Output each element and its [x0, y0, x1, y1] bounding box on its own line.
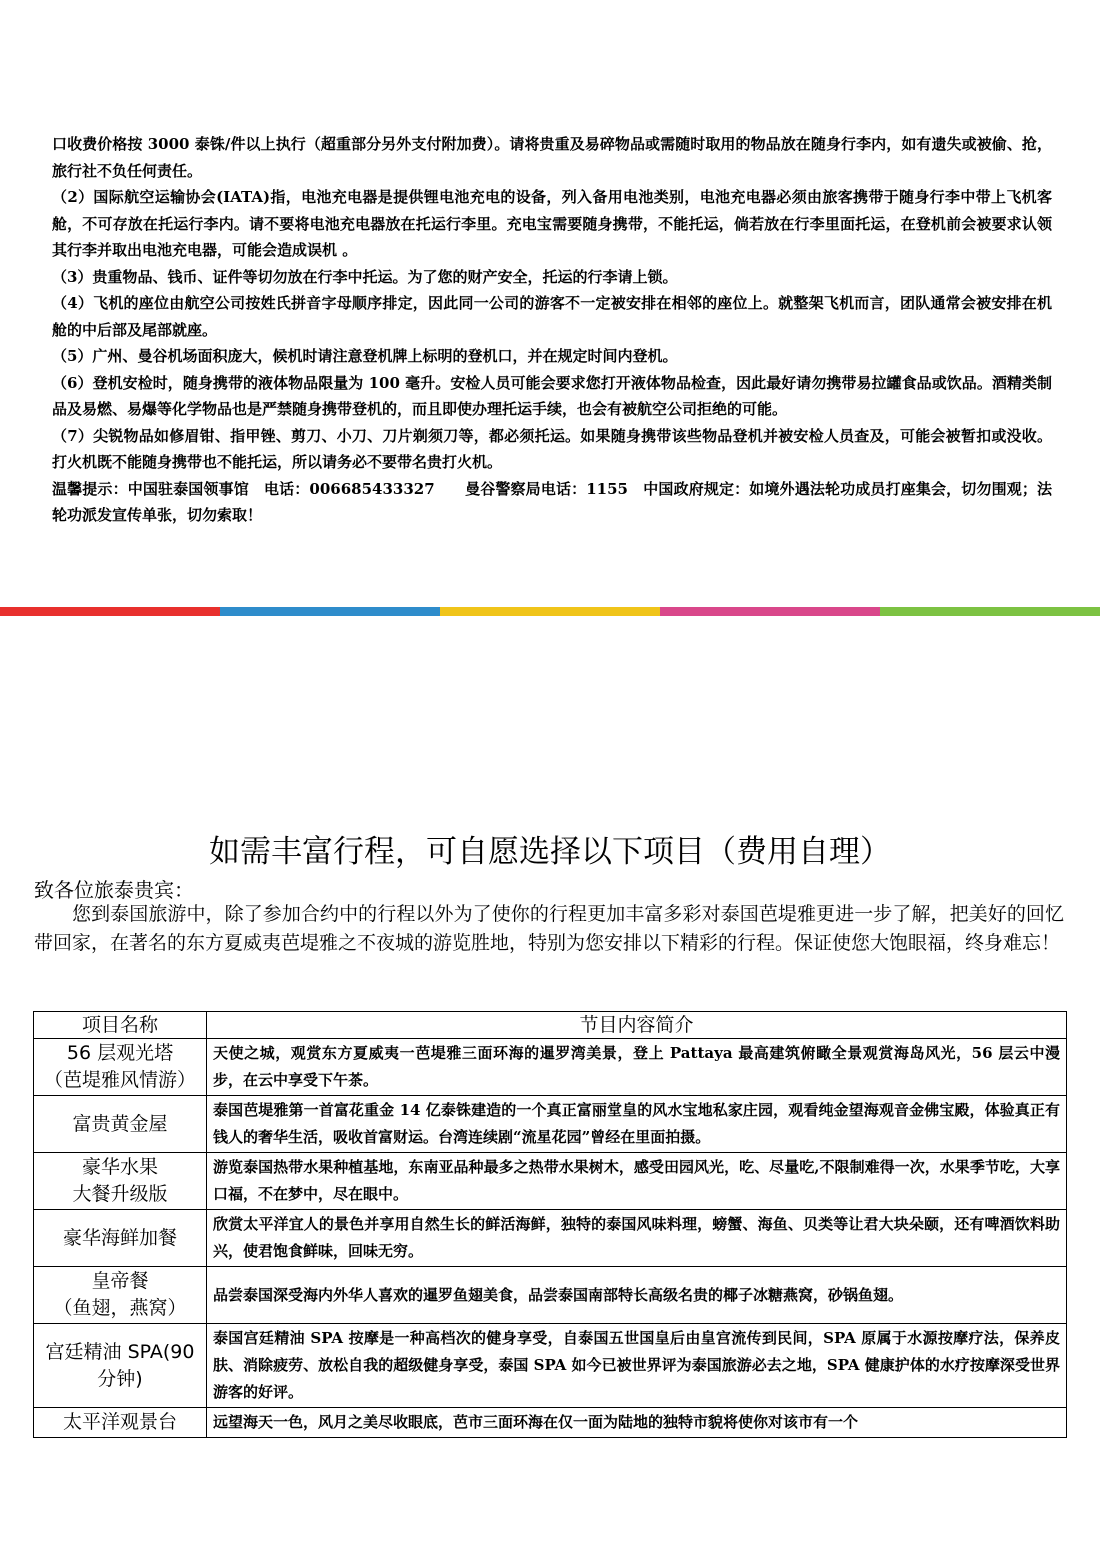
- item-name: 皇帝餐 （鱼翅，燕窝）: [34, 1267, 207, 1324]
- note-paragraph: （2）国际航空运输协会(IATA)指，电池充电器是提供锂电池充电的设备，列入备用电池类别，电池充电器必须由旅客携带于随身行李中带上飞机客舱，不可存放在托运行李内。请不要将电池充电器放在托运行李里。充电宝需要随身携带，不能托运，倘若放在行李里面托运，在登机前会被要求认领其行李并取出电池充电器，可能会造成误机 。: [52, 188, 1052, 259]
- table-row: [34, 1039, 1067, 1096]
- item-description: 泰国芭堤雅第一首富花重金 14 亿泰铢建造的一个真正富丽堂皇的风水宝地私家庄园，观看纯金望海观音金佛宝殿，体验真正有钱人的奢华生活，吸收首富财运。台湾连续剧“流星花园”曾经在里面拍摄。: [207, 1096, 1067, 1153]
- color-segment: [880, 607, 1100, 616]
- note-paragraph: （5）广州、曼谷机场面积庞大，候机时请注意登机牌上标明的登机口，并在规定时间内登机。: [52, 347, 678, 365]
- color-segment: [0, 607, 220, 616]
- note-paragraph: （7）尖锐物品如修眉钳、指甲锉、剪刀、小刀、刀片剃须刀等，都必须托运。如果随身携带该些物品登机并被安检人员查及，可能会被暂扣或没收。打火机既不能随身携带也不能托运，所以请务必不要带名贵打火机。: [52, 426, 1052, 471]
- item-name: 宫廷精油 SPA(90 分钟): [34, 1324, 207, 1408]
- color-divider: [0, 607, 1100, 616]
- table-row: [34, 1096, 1067, 1153]
- item-description: 品尝泰国深受海内外华人喜欢的暹罗鱼翅美食，品尝泰国南部特长高级名贵的椰子冰糖燕窝，砂锅鱼翅。: [207, 1267, 1067, 1324]
- column-header-desc: 节目内容简介: [207, 1012, 1067, 1039]
- item-name: 富贵黄金屋: [34, 1096, 207, 1153]
- color-segment: [220, 607, 440, 616]
- page-title: 如需丰富行程，可自愿选择以下项目（费用自理）: [209, 834, 891, 870]
- optional-items-table: [33, 1011, 1067, 1438]
- color-segment: [440, 607, 660, 616]
- intro-paragraph: 您到泰国旅游中，除了参加合约中的行程以外为了使你的行程更加丰富多彩对泰国芭堤雅更进一步了解，把美好的回忆带回家，在著名的东方夏威夷芭堤雅之不夜城的游览胜地，特别为您安排以下精彩的行程。保证使您大饱眼福，终身难忘！: [34, 903, 1064, 954]
- item-name: 豪华海鲜加餐: [34, 1210, 207, 1267]
- note-paragraph: 口收费价格按 3000 泰铢/件以上执行（超重部分另外支付附加费）。请将贵重及易碎物品或需随时取用的物品放在随身行李内，如有遗失或被偷、抢，旅行社不负任何责任。: [52, 135, 1052, 180]
- table-row: [34, 1153, 1067, 1210]
- item-name: 56 层观光塔 （芭堤雅风情游）: [34, 1039, 207, 1096]
- note-paragraph: （6）登机安检时，随身携带的液体物品限量为 100 毫升。安检人员可能会要求您打开液体物品检查，因此最好请勿携带易拉罐食品或饮品。酒精类制品及易燃、易爆等化学物品也是严禁随身携带登机的，而且即使办理托运手续，也会有被航空公司拒绝的可能。: [52, 373, 1052, 418]
- item-name: 太平洋观景台: [34, 1408, 207, 1438]
- item-description: 游览泰国热带水果种植基地，东南亚品种最多之热带水果树木，感受田园风光，吃、尽量吃,不限制难得一次，水果季节吃，大享口福，不在梦中，尽在眼中。: [207, 1153, 1067, 1210]
- table-row: [34, 1324, 1067, 1408]
- table-header-row: [34, 1012, 1067, 1039]
- item-description: 远望海天一色，风月之美尽收眼底，芭市三面环海在仅一面为陆地的独特市貌将使你对该市有一个: [207, 1408, 1067, 1438]
- travel-notes: [52, 131, 1052, 529]
- note-paragraph: （4）飞机的座位由航空公司按姓氏拼音字母顺序排定，因此同一公司的游客不一定被安排在相邻的座位上。就整架飞机而言，团队通常会被安排在机舱的中后部及尾部就座。: [52, 294, 1052, 339]
- item-name: 豪华水果 大餐升级版: [34, 1153, 207, 1210]
- color-segment: [660, 607, 880, 616]
- greeting: 致各位旅泰贵宾：: [34, 878, 194, 902]
- table-row: [34, 1267, 1067, 1324]
- column-header-name: 项目名称: [34, 1012, 207, 1039]
- item-description: 欣赏太平洋宜人的景色并享用自然生长的鲜活海鲜，独特的泰国风味料理，螃蟹、海鱼、贝类等让君大块朵颐，还有啤酒饮料助兴，使君饱食鲜味，回味无穷。: [207, 1210, 1067, 1267]
- item-description: 泰国宫廷精油 SPA 按摩是一种高档次的健身享受，自泰国五世国皇后由皇宫流传到民间，SPA 原属于水源按摩疗法，保养皮肤、消除疲劳、放松自我的超级健身享受，泰国 SPA 如今已被世界评为泰国旅游必去之地，SPA 健康护体的水疗按摩深受世界游客的好评。: [207, 1324, 1067, 1408]
- warm-reminder: 温馨提示：中国驻泰国领事馆 电话：006685433327 曼谷警察局电话：1155 中国政府规定：如境外遇法轮功成员打座集会，切勿围观；法轮功派发宣传单张，切勿索取！: [52, 479, 1052, 524]
- item-description: 天使之城，观赏东方夏威夷一芭堤雅三面环海的暹罗湾美景，登上 Pattaya 最高建筑俯瞰全景观赏海岛风光，56 层云中漫步，在云中享受下午茶。: [207, 1039, 1067, 1096]
- table-row: [34, 1408, 1067, 1438]
- note-paragraph: （3）贵重物品、钱币、证件等切勿放在行李中托运。为了您的财产安全，托运的行李请上锁。: [52, 267, 678, 286]
- table-row: [34, 1210, 1067, 1267]
